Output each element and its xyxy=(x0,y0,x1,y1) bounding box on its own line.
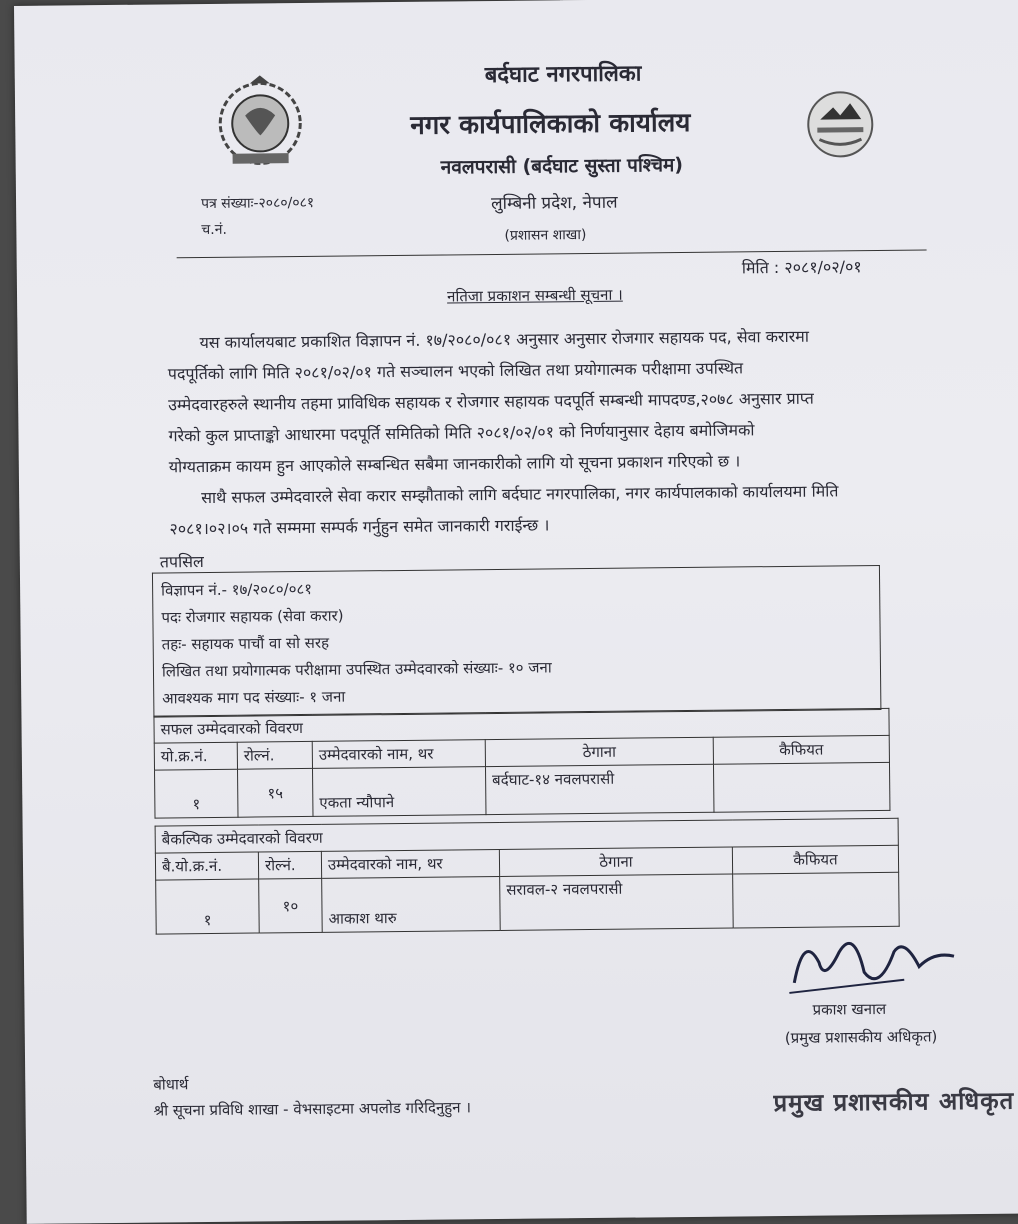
required-count: आवश्यक माग पद संख्याः- १ जना xyxy=(162,687,346,708)
paragraph-line: उम्मेदवारहरुले स्थानीय तहमा प्राविधिक सहायक र रोजगार सहायक पदपूर्ति सम्बन्धी मापदण्ड,२०७८ अनुसार प्राप्त xyxy=(168,388,814,415)
roll-cell: १५ xyxy=(238,768,313,817)
alternate-heading: बैकल्पिक उम्मेदवारको विवरण xyxy=(155,818,898,853)
signatory-title: (प्रमुख प्रशासकीय अधिकृत) xyxy=(784,1027,938,1047)
notice-paragraph-2 xyxy=(169,474,930,544)
column-header: यो.क्र.नं. xyxy=(154,742,237,770)
paragraph-line: २०८१।०२।०५ गते सम्ममा सम्पर्क गर्नुहुन समेत जानकारी गराईन्छ । xyxy=(169,515,550,539)
municipality-logo-icon xyxy=(805,89,876,160)
post-name: पदः रोजगार सहायक (सेवा करार) xyxy=(161,606,344,627)
successful-heading: सफल उम्मेदवारको विवरण xyxy=(154,708,889,743)
section-name: (प्रशासन शाखा) xyxy=(504,227,587,244)
notice-paragraph-1 xyxy=(167,319,929,482)
district-name: नवलपरासी (बर्दघाट सुस्ता पश्चिम) xyxy=(440,154,684,179)
office-name: नगर कार्यपालिकाको कार्यालय xyxy=(410,107,691,141)
ad-number: विज्ञापन नं.- १७/२०८०/०८१ xyxy=(161,579,313,600)
remarks-cell xyxy=(733,872,900,928)
province-name: लुम्बिनी प्रदेश, नेपाल xyxy=(490,192,618,215)
column-header: बै.यो.क्र.नं. xyxy=(155,852,258,880)
vacancy-info-cell xyxy=(152,565,880,717)
paragraph-line: पदपूर्तिको लागि मिति २०८१/०२/०१ गते सञ्चालन भएको लिखित तथा प्रयोगात्मक परीक्षामा उपस्थित xyxy=(167,358,744,384)
letter-number: पत्र संख्याः-२०८०/०८१ xyxy=(201,194,315,213)
column-header: ठेगाना xyxy=(485,737,713,766)
remarks-cell xyxy=(713,762,889,812)
paragraph-line: योग्यताक्रम कायम हुन आएकोले सम्बन्धित सबैमा जानकारीको लागि यो सूचना प्रकाशन गरिएको छ । xyxy=(168,451,741,477)
address-cell: बर्दघाट-१४ नवलपरासी xyxy=(485,764,713,814)
name-cell: आकाश थारु xyxy=(322,876,501,932)
roll-cell: १० xyxy=(259,878,323,933)
vacancy-info-table xyxy=(152,565,881,718)
name-cell: एकता न्यौपाने xyxy=(313,767,486,817)
cc-line: श्री सूचना प्रविधि शाखा - वेभसाइटमा अपलोड गरिदिनुहुन । xyxy=(153,1098,472,1120)
official-stamp: प्रमुख प्रशासकीय अधिकृत xyxy=(773,1086,1015,1118)
signature-icon xyxy=(784,921,965,1003)
municipality-name: बर्दघाट नगरपालिका xyxy=(484,61,642,89)
post-level: तहः- सहायक पाचौं वा सो सरह xyxy=(161,633,330,654)
paragraph-line: साथै सफल उम्मेदवारले सेवा करार सम्झौताको लागि बर्दघाट नगरपालिका, नगर कार्यपालकाको कार्यालयमा मिति xyxy=(201,481,839,508)
serial-cell: १ xyxy=(156,879,260,934)
dispatch-number: च.नं. xyxy=(201,221,228,239)
signatory-name: प्रकाश खनाल xyxy=(812,999,887,1019)
column-header: उम्मेदवारको नाम, थर xyxy=(321,849,499,878)
alternate-candidates-table xyxy=(155,818,900,935)
notice-title: नतिजा प्रकाशन सम्बन्धी सूचना । xyxy=(446,285,623,306)
notice-date: मिति : २०८१/०२/०१ xyxy=(741,257,862,278)
address-cell: सरावल-२ नवलपरासी xyxy=(500,874,734,930)
successful-candidates-table xyxy=(153,708,890,819)
bodhartha-label: बोधार्थ xyxy=(153,1075,189,1094)
column-header: ठेगाना xyxy=(499,847,732,876)
paragraph-line: गरेको कुल प्राप्ताङ्को आधारमा पदपूर्ति समितिको मिति २०८१/०२/०१ को निर्णयानुसार देहाय बमोजिमको xyxy=(168,420,755,446)
column-header: रोल्नं. xyxy=(258,851,321,879)
serial-cell: १ xyxy=(155,769,238,818)
nepal-emblem-icon xyxy=(210,75,311,171)
column-header: उम्मेदवारको नाम, थर xyxy=(312,740,485,769)
notice-document xyxy=(14,0,1018,1224)
column-header: रोल्नं. xyxy=(237,741,312,769)
column-header: कैफियत xyxy=(713,735,889,764)
attended-count: लिखित तथा प्रयोगात्मक परीक्षामा उपस्थित उम्मेदवारको संख्याः- १० जना xyxy=(161,658,552,681)
table-row xyxy=(155,762,890,818)
column-header: कैफियत xyxy=(732,845,898,874)
paragraph-line: यस कार्यालयबाट प्रकाशित विज्ञापन नं. १७/२०८०/०८१ अनुसार अनुसार रोजगार सहायक पद, सेवा करारमा xyxy=(199,326,810,353)
tapasil-label: तपसिल xyxy=(159,552,204,572)
